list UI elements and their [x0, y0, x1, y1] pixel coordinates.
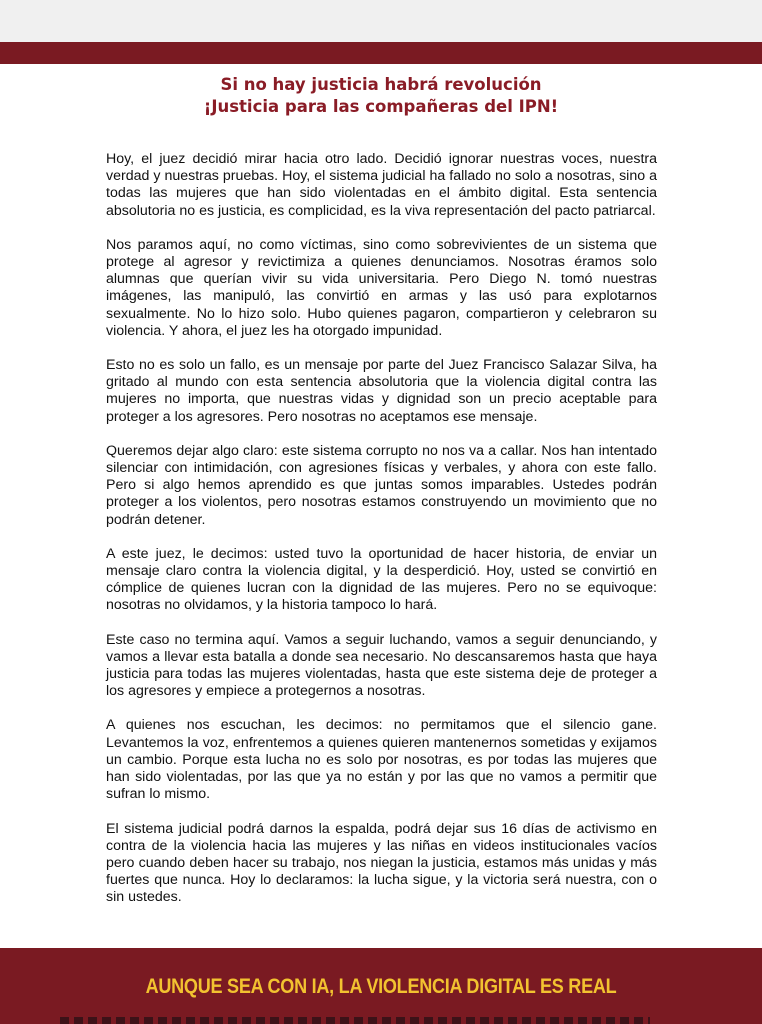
paragraph: Este caso no termina aquí. Vamos a seguir luchando, vamos a seguir denunciando, y vamos a llevar esta batalla a donde sea necesario. No descansaremos hasta que haya justicia para todas las mujeres violentadas, hasta que este sistema deje de proteger a los agresores y empiece a protegernos a nosotras. — [106, 631, 657, 700]
title-line-2: ¡Justicia para las compañeras del IPN! — [203, 97, 559, 116]
paragraph: Nos paramos aquí, no como víctimas, sino como sobrevivientes de un sistema que protege al agresor y revictimiza a quienes denunciamos. Nosotras éramos solo alumnas que querían vivir su vida universitaria. Pero Diego N. tomó nuestras imágenes, las manipuló, las convirtió en armas y las usó para explotarnos sexualmente. No lo hizo solo. Hubo quienes pagaron, compartieron y celebraron su violencia. Y ahora, el juez les ha otorgado impunidad. — [106, 236, 657, 339]
title-line-1: Si no hay justicia habrá revolución — [220, 75, 542, 94]
header-maroon-bar — [0, 42, 762, 64]
page-title — [0, 74, 762, 118]
cropped-text-edge — [60, 1017, 650, 1024]
paragraph: A quienes nos escuchan, les decimos: no permitamos que el silencio gane. Levantemos la voz, enfrentemos a quienes quieren mantenernos sometidas y exijamos un cambio. Porque esta lucha no es solo por nosotras, es por todas las mujeres que han sido violentadas, por las que ya no están y por las que no vamos a permitir que sufran lo mismo. — [106, 717, 657, 803]
paragraph: Esto no es solo un fallo, es un mensaje por parte del Juez Francisco Salazar Silva, ha gritado al mundo con esta sentencia absolutoria que la violencia digital contra las mujeres no importa, que nuestras vidas y dignidad son un precio aceptable para proteger a los agresores. Pero nosotras no aceptamos ese mensaje. — [106, 357, 657, 425]
footer-slogan: AUNQUE SEA CON IA, LA VIOLENCIA DIGITAL ES REAL — [145, 975, 617, 998]
paragraph: A este juez, le decimos: usted tuvo la oportunidad de hacer historia, de enviar un mensaje claro contra la violencia digital, y la desperdició. Hoy, usted se convirtió en cómplice de quienes lucran con la dignidad de las mujeres. Pero no se equivoque: nosotras no olvidamos, y la historia tampoco lo hará. — [106, 545, 657, 614]
paragraph: Queremos dejar algo claro: este sistema corrupto no nos va a callar. Nos han intentado silenciar con intimidación, con agresiones físicas y verbales, y ahora con este fallo. Pero si algo hemos aprendido es que juntas somos imparables. Ustedes podrán proteger a los violentos, pero nosotras estamos construyendo un movimiento que no podrán detener. — [106, 442, 657, 528]
top-light-strip — [0, 0, 762, 42]
paragraph: Hoy, el juez decidió mirar hacia otro lado. Decidió ignorar nuestras voces, nuestra verdad y nuestras pruebas. Hoy, el sistema judicial ha fallado no solo a nosotras, sino a todas las mujeres que han sido violentadas en el ámbito digital. Esta sentencia absolutoria no es justicia, es complicidad, es la viva representación del pacto patriarcal. — [106, 151, 657, 219]
statement-body — [106, 151, 657, 924]
paragraph: El sistema judicial podrá darnos la espalda, podrá dejar sus 16 días de activismo en contra de la violencia hacia las mujeres y las niñas en videos institucionales vacíos pero cuando deben hacer su trabajo, nos niegan la justicia, estamos más unidas y más fuertes que nunca. Hoy lo declaramos: la lucha sigue, y la victoria será nuestra, con o sin ustedes. — [106, 820, 657, 906]
